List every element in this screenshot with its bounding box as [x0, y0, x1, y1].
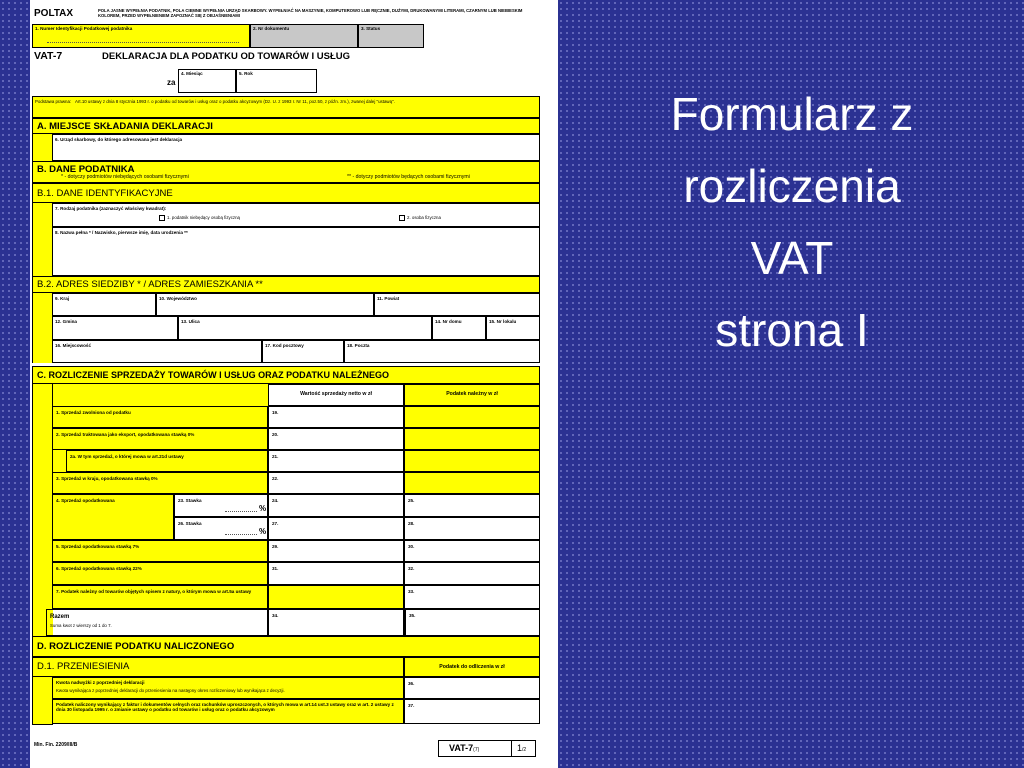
- field-35-number: 35.: [409, 613, 416, 618]
- field-37-number: 37.: [408, 703, 415, 708]
- slide-title: [560, 78, 1024, 366]
- field-31-number: 31.: [272, 566, 279, 571]
- status-label: 3. Status: [361, 26, 381, 31]
- postal-code-label: 17. Kod pocztowy: [265, 343, 304, 348]
- field-32[interactable]: [404, 562, 540, 585]
- section-a-header: [32, 118, 540, 134]
- col-tax-header: [404, 384, 540, 406]
- voivodeship-field[interactable]: [156, 293, 374, 316]
- county-field[interactable]: [374, 293, 540, 316]
- row-3-text: 3. Sprzedaż w kraju, opodatkowana stawką 0%: [56, 476, 158, 481]
- year-label: 5. Rok: [239, 71, 253, 76]
- total-label: Razem: [50, 614, 70, 620]
- footer-code-box: [438, 740, 536, 757]
- locality-label: 16. Miejscowość: [55, 343, 92, 348]
- col-tax-label: Podatek należny w zł: [446, 391, 498, 397]
- row-7pct-label: [52, 540, 268, 562]
- year-field[interactable]: [236, 69, 317, 93]
- field-29-number: 29.: [272, 544, 279, 549]
- option-2-label: 2. osoba fizyczna: [407, 215, 441, 221]
- section-b-title: B. DANE PODATNIKA: [37, 164, 135, 175]
- section-b1-margin: [32, 203, 53, 276]
- tax-office-field[interactable]: [52, 134, 540, 161]
- form-name: DEKLARACJA DLA PODATKU OD TOWARÓW I USŁUG: [102, 51, 351, 62]
- col-net-label: Wartość sprzedaży netto w zł: [300, 391, 372, 397]
- row-taxed-label: [52, 494, 174, 540]
- field-25[interactable]: [404, 494, 540, 517]
- row-37-text: Podatek naliczony wynikający z faktur i dokumentów celnych oraz rachunków uproszczonych, o których mowa w art.14 ust.3 ustawy oraz w art. 2 ustawy z dnia 30 listopada 1995 r. o zmianie ustawy o podatku od towarów i usług oraz o podatku akcyzowym: [56, 702, 394, 712]
- poltax-brand: POLTAX: [34, 8, 74, 19]
- section-b1-header: [32, 183, 540, 203]
- field-26-label: 26. Stawka: [178, 521, 202, 526]
- field-26-rate[interactable]: [174, 517, 268, 540]
- locality-field[interactable]: [52, 340, 262, 363]
- footer-page: 1: [517, 743, 523, 753]
- row-6-text: 6. Sprzedaż opodatkowana stawką 22%: [56, 566, 142, 571]
- field-30[interactable]: [404, 540, 540, 562]
- row-total-label: [46, 609, 268, 636]
- section-b-header: [32, 161, 540, 183]
- postal-code-field[interactable]: [262, 340, 344, 363]
- country-field[interactable]: [52, 293, 156, 316]
- section-c-title: C. ROZLICZENIE SPRZEDAŻY TOWARÓW I USŁUG ORAZ PODATKU NALEŻNEGO: [37, 370, 390, 380]
- section-a-title: A. MIEJSCE SKŁADANIA DEKLARACJI: [37, 121, 213, 132]
- taxpayer-type-option-2[interactable]: [399, 215, 441, 221]
- field-37[interactable]: [404, 699, 540, 724]
- row-7-text: 7. Podatek należny od towarów objętych spisem z natury, o którym mowa w art.5a ustawy: [56, 589, 252, 594]
- percent-sign: %: [259, 527, 267, 536]
- street-label: 13. Ulica: [181, 319, 200, 324]
- county-label: 11. Powiat: [377, 296, 400, 301]
- taxpayer-type-field: [52, 203, 540, 227]
- row-37-label: [52, 699, 404, 724]
- period-za: za: [167, 78, 176, 87]
- commune-field[interactable]: [52, 316, 178, 340]
- field-22-number: 22.: [272, 476, 279, 481]
- full-name-label: 8. Nazwa pełna * / Nazwisko, pierwsze imię, data urodzenia **: [55, 230, 188, 235]
- section-d1-title: D.1. PRZENIESIENIA: [37, 661, 130, 672]
- document-number-field: [250, 24, 358, 48]
- month-label: 4. Miesiąc: [181, 71, 203, 76]
- ministry-code: Min. Fin. 2209/III/B: [34, 742, 78, 748]
- field-20-tax-empty: [404, 428, 540, 450]
- legal-basis-text: Art.10 ustawy z dnia 8 stycznia 1993 r. o podatku od towarów i usług oraz o podatku akcyzowym (Dz. U. z 1993 r. Nr 11, poz.50, z późn. zm.), zwanej dalej "ustawą".: [75, 99, 395, 104]
- field-21-number: 21.: [272, 454, 279, 459]
- field-24-number: 24.: [272, 498, 279, 503]
- post-office-field[interactable]: [344, 340, 540, 363]
- field-19-number: 19.: [272, 410, 279, 415]
- row-36-label: [52, 677, 404, 699]
- apartment-number-label: 15. Nr lokalu: [489, 319, 517, 324]
- nip-input-line: [47, 42, 239, 43]
- status-field: [358, 24, 424, 48]
- row-5-text: 5. Sprzedaż opodatkowana stawką 7%: [56, 544, 140, 549]
- row-export-label: [52, 428, 268, 450]
- field-29[interactable]: [268, 540, 404, 562]
- country-label: 9. Kraj: [55, 296, 70, 301]
- taxpayer-type-option-1[interactable]: [159, 215, 240, 221]
- percent-sign: %: [259, 504, 267, 513]
- col-net-header: [268, 384, 404, 406]
- post-office-label: 18. Poczta: [347, 343, 370, 348]
- field-22[interactable]: [268, 472, 404, 494]
- voivodeship-label: 10. Województwo: [159, 296, 197, 301]
- section-c-col-spacer: [52, 384, 269, 407]
- row-2a-label: [66, 450, 268, 472]
- footer-form-code: VAT-7: [449, 743, 474, 753]
- slide-title-line-1: Formularz z: [670, 88, 914, 140]
- section-d-title: D. ROZLICZENIE PODATKU NALICZONEGO: [37, 641, 235, 652]
- row-inventory-label: [52, 585, 268, 609]
- house-number-field[interactable]: [432, 316, 486, 340]
- apartment-number-field[interactable]: [486, 316, 540, 340]
- field-23-label: 23. Stawka: [178, 498, 202, 503]
- month-field[interactable]: [178, 69, 236, 93]
- rate-23-line: [225, 511, 257, 512]
- col-deduct-header: [404, 657, 540, 677]
- street-field[interactable]: [178, 316, 432, 340]
- field-23-rate[interactable]: [174, 494, 268, 517]
- field-20[interactable]: [268, 428, 404, 450]
- field-20-number: 20.: [272, 432, 279, 437]
- field-34-number: 34.: [272, 613, 279, 618]
- section-d-header: [32, 636, 540, 657]
- row-1-text: 1. Sprzedaż zwolniona od podatku: [56, 410, 131, 415]
- house-number-label: 14. Nr domu: [435, 319, 462, 324]
- slide-title-line-3: VAT: [750, 232, 834, 284]
- col-deduct-label: Podatek do odliczenia w zł: [439, 664, 505, 670]
- field-22-tax-empty: [404, 472, 540, 494]
- field-24[interactable]: [268, 494, 404, 517]
- field-27[interactable]: [268, 517, 404, 540]
- field-35[interactable]: [404, 609, 540, 636]
- field-25-number: 25.: [408, 498, 415, 503]
- section-c-margin: [32, 384, 53, 637]
- field-30-number: 30.: [408, 544, 415, 549]
- field-31[interactable]: [268, 562, 404, 585]
- commune-label: 12. Gmina: [55, 319, 77, 324]
- section-a-margin: [32, 134, 53, 161]
- total-sub: Suma kwot z wierszy od 1 do 7.: [50, 623, 112, 628]
- nip-label: 1. Numer Identyfikacji Podatkowej podatnika: [35, 26, 133, 31]
- row-36-title: Kwota nadwyżki z poprzedniej deklaracji: [56, 680, 145, 685]
- field-27-number: 27.: [272, 521, 279, 526]
- footer-version: (7): [473, 747, 480, 753]
- legal-basis-label: Podstawa prawna:: [35, 99, 72, 104]
- row-2a-text: 2a. W tym sprzedaż, o której mowa w art.21d ustawy: [70, 454, 184, 459]
- row-4-text: 4. Sprzedaż opodatkowana: [56, 498, 115, 503]
- tax-office-label: 6. Urząd skarbowy, do którego adresowana jest deklaracja: [55, 137, 183, 142]
- section-b2-header: [32, 276, 540, 293]
- row-2-text: 2. Sprzedaż traktowana jako eksport, opodatkowana stawką 0%: [56, 432, 195, 437]
- section-d1-margin: [32, 677, 53, 725]
- row-36-text: Kwota wynikająca z poprzedniej deklaracji do przeniesienia na następny okres rozliczeniowy lub wynikająca z decyzji.: [56, 688, 285, 693]
- checkbox-icon: [159, 215, 165, 221]
- section-b-note-right: ** - dotyczy podmiotów będących osobami fizycznymi: [347, 174, 470, 180]
- section-d1-header: [32, 657, 404, 677]
- document-number-label: 2. Nr dokumentu: [253, 26, 290, 31]
- section-c-header: [32, 366, 540, 384]
- slide-title-line-4: strona I: [715, 304, 869, 356]
- form-code: VAT-7: [34, 50, 63, 62]
- taxpayer-type-label: 7. Rodzaj podatnika (zaznaczyć właściwy kwadrat):: [55, 206, 167, 211]
- field-36-number: 36.: [408, 681, 415, 686]
- rate-26-line: [225, 534, 257, 535]
- form-instruction: POLA JASNE WYPEŁNIA PODATNIK, POLA CIEMNE WYPEŁNIA URZĄD SKARBOWY. WYPEŁNIAĆ NA MASZYNIE, KOMPUTEROWO LUB RĘCZNIE, DUŻYMI, DRUKOWANYMI LITERAMI, CZARNYM LUB NIEBIESKIM KOLOREM, PRZED WYPEŁNIENIEM ZAPOZNAĆ SIĘ Z OBJAŚNIENIAMI: [98, 8, 523, 18]
- slide-title-line-2: rozliczenia: [683, 160, 901, 212]
- field-21[interactable]: [268, 450, 404, 472]
- field-19-tax-empty: [404, 406, 540, 428]
- field-33-number: 33.: [408, 589, 415, 594]
- checkbox-icon: [399, 215, 405, 221]
- field-34[interactable]: [268, 609, 404, 636]
- field-33-net-empty: [268, 585, 404, 609]
- field-28[interactable]: [404, 517, 540, 540]
- section-b2-margin: [32, 293, 53, 363]
- field-19[interactable]: [268, 406, 404, 428]
- vat7-form-page: [30, 0, 558, 768]
- section-b-note-left: * - dotyczy podmiotów niebędących osobami fizycznymi: [61, 174, 189, 180]
- footer-page-of: /2: [522, 747, 527, 753]
- section-b2-title: B.2. ADRES SIEDZIBY * / ADRES ZAMIESZKANIA **: [37, 279, 263, 290]
- legal-basis: [32, 96, 540, 118]
- row-exempt-label: [52, 406, 268, 428]
- field-28-number: 28.: [408, 521, 415, 526]
- full-name-field[interactable]: [52, 227, 540, 276]
- row-domestic-zero-label: [52, 472, 268, 494]
- section-b1-title: B.1. DANE IDENTYFIKACYJNE: [37, 188, 173, 199]
- field-36[interactable]: [404, 677, 540, 699]
- option-1-label: 1. podatnik niebędący osobą fizyczną: [167, 215, 240, 221]
- nip-field[interactable]: [32, 24, 250, 48]
- row-2a-indent: [52, 450, 67, 472]
- field-33[interactable]: [404, 585, 540, 609]
- field-21-tax-empty: [404, 450, 540, 472]
- row-22pct-label: [52, 562, 268, 585]
- field-32-number: 32.: [408, 566, 415, 571]
